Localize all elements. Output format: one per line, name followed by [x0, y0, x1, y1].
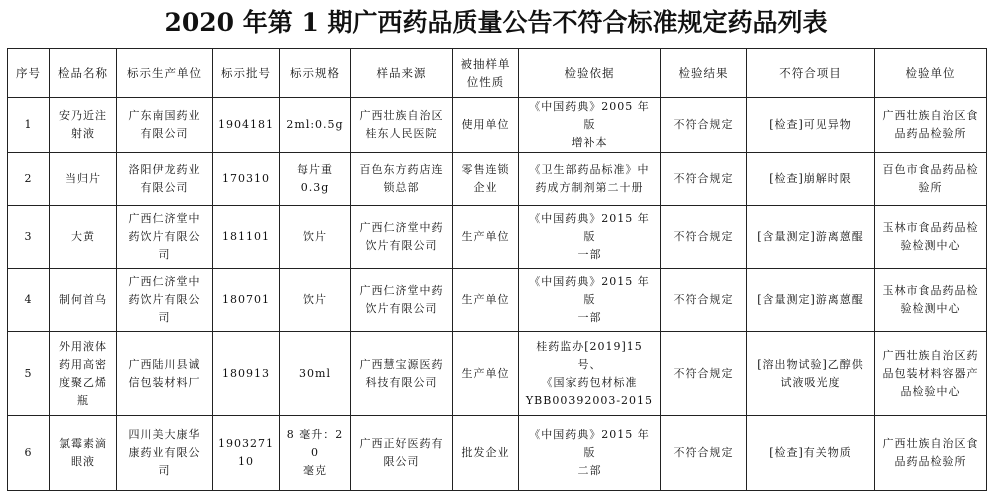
cell-sample-source: 百色东方药店连 锁总部 [351, 153, 453, 206]
cell-sampled-unit-type: 生产单位 [453, 206, 519, 269]
cell-batch-number: 170310 [213, 153, 280, 206]
cell-sampled-unit-type: 生产单位 [453, 269, 519, 332]
cell-test-result: 不符合规定 [661, 206, 747, 269]
cell-test-basis: 《中国药典》2015 年版 一部 [519, 206, 661, 269]
cell-batch-number: 181101 [213, 206, 280, 269]
cell-manufacturer: 四川美大康华 康药业有限公 司 [117, 416, 213, 491]
cell-index: 3 [8, 206, 50, 269]
table-row [8, 206, 987, 269]
noncompliant-drugs-table [7, 48, 987, 491]
cell-testing-unit: 广西壮族自治区食 品药品检验所 [875, 416, 987, 491]
header-batch-number: 标示批号 [213, 49, 280, 98]
cell-test-result: 不符合规定 [661, 269, 747, 332]
cell-testing-unit: 百色市食品药品检 验所 [875, 153, 987, 206]
cell-index: 2 [8, 153, 50, 206]
cell-sampled-unit-type: 零售连锁 企业 [453, 153, 519, 206]
cell-specification: 饮片 [280, 269, 351, 332]
header-noncompliant-item: 不符合项目 [747, 49, 875, 98]
cell-product-name: 大黄 [50, 206, 117, 269]
cell-manufacturer: 广东南国药业 有限公司 [117, 98, 213, 153]
cell-product-name: 外用液体 药用高密 度聚乙烯 瓶 [50, 332, 117, 416]
cell-noncompliant-item: [检查]崩解时限 [747, 153, 875, 206]
table-row [8, 332, 987, 416]
cell-sample-source: 广西慧宝源医药 科技有限公司 [351, 332, 453, 416]
header-product-name: 检品名称 [50, 49, 117, 98]
header-sampled-unit-type: 被抽样单 位性质 [453, 49, 519, 98]
cell-sample-source: 广西仁济堂中药 饮片有限公司 [351, 206, 453, 269]
cell-noncompliant-item: [溶出物试验]乙醇供 试液吸光度 [747, 332, 875, 416]
header-test-basis: 检验依据 [519, 49, 661, 98]
cell-sample-source: 广西壮族自治区 桂东人民医院 [351, 98, 453, 153]
cell-batch-number: 180701 [213, 269, 280, 332]
cell-product-name: 当归片 [50, 153, 117, 206]
cell-noncompliant-item: [含量测定]游离蒽醌 [747, 269, 875, 332]
cell-batch-number: 180913 [213, 332, 280, 416]
cell-index: 5 [8, 332, 50, 416]
cell-product-name: 氯霉素滴 眼液 [50, 416, 117, 491]
cell-product-name: 制何首乌 [50, 269, 117, 332]
cell-noncompliant-item: [检查]有关物质 [747, 416, 875, 491]
header-manufacturer: 标示生产单位 [117, 49, 213, 98]
cell-testing-unit: 玉林市食品药品检 验检测中心 [875, 206, 987, 269]
cell-testing-unit: 玉林市食品药品检 验检测中心 [875, 269, 987, 332]
cell-test-basis: 《中国药典》2005 年版 增补本 [519, 98, 661, 153]
cell-noncompliant-item: [含量测定]游离蒽醌 [747, 206, 875, 269]
header-sample-source: 样品来源 [351, 49, 453, 98]
header-testing-unit: 检验单位 [875, 49, 987, 98]
header-index: 序号 [8, 49, 50, 98]
table-row [8, 416, 987, 491]
cell-batch-number: 190327110 [213, 416, 280, 491]
cell-index: 4 [8, 269, 50, 332]
cell-sample-source: 广西仁济堂中药 饮片有限公司 [351, 269, 453, 332]
cell-manufacturer: 广西仁济堂中 药饮片有限公 司 [117, 206, 213, 269]
cell-specification: 8 毫升：20 毫克 [280, 416, 351, 491]
page-title: 2020 年第 1 期广西药品质量公告不符合标准规定药品列表 [164, 8, 828, 37]
cell-specification: 每片重 0.3g [280, 153, 351, 206]
cell-index: 1 [8, 98, 50, 153]
cell-test-result: 不符合规定 [661, 153, 747, 206]
cell-noncompliant-item: [检查]可见异物 [747, 98, 875, 153]
cell-specification: 饮片 [280, 206, 351, 269]
cell-manufacturer: 广西陆川县诚 信包装材料厂 [117, 332, 213, 416]
cell-testing-unit: 广西壮族自治区食 品药品检验所 [875, 98, 987, 153]
cell-specification: 2ml:0.5g [280, 98, 351, 153]
cell-sample-source: 广西正好医药有 限公司 [351, 416, 453, 491]
cell-test-basis: 桂药监办[2019]15 号、 《国家药包材标准 YBB00392003-2015 [519, 332, 661, 416]
cell-test-result: 不符合规定 [661, 332, 747, 416]
cell-testing-unit: 广西壮族自治区药 品包装材料容器产 品检验中心 [875, 332, 987, 416]
cell-product-name: 安乃近注 射液 [50, 98, 117, 153]
cell-test-basis: 《卫生部药品标准》中 药成方制剂第二十册 [519, 153, 661, 206]
cell-test-result: 不符合规定 [661, 98, 747, 153]
cell-index: 6 [8, 416, 50, 491]
cell-test-basis: 《中国药典》2015 年版 一部 [519, 269, 661, 332]
table-row [8, 269, 987, 332]
cell-batch-number: 1904181 [213, 98, 280, 153]
cell-sampled-unit-type: 批发企业 [453, 416, 519, 491]
header-specification: 标示规格 [280, 49, 351, 98]
cell-specification: 30ml [280, 332, 351, 416]
cell-manufacturer: 广西仁济堂中 药饮片有限公 司 [117, 269, 213, 332]
cell-sampled-unit-type: 使用单位 [453, 98, 519, 153]
cell-manufacturer: 洛阳伊龙药业 有限公司 [117, 153, 213, 206]
header-test-result: 检验结果 [661, 49, 747, 98]
cell-test-result: 不符合规定 [661, 416, 747, 491]
table-row [8, 153, 987, 206]
table-row [8, 98, 987, 153]
cell-sampled-unit-type: 生产单位 [453, 332, 519, 416]
table-header-row [8, 49, 987, 98]
cell-test-basis: 《中国药典》2015 年版 二部 [519, 416, 661, 491]
